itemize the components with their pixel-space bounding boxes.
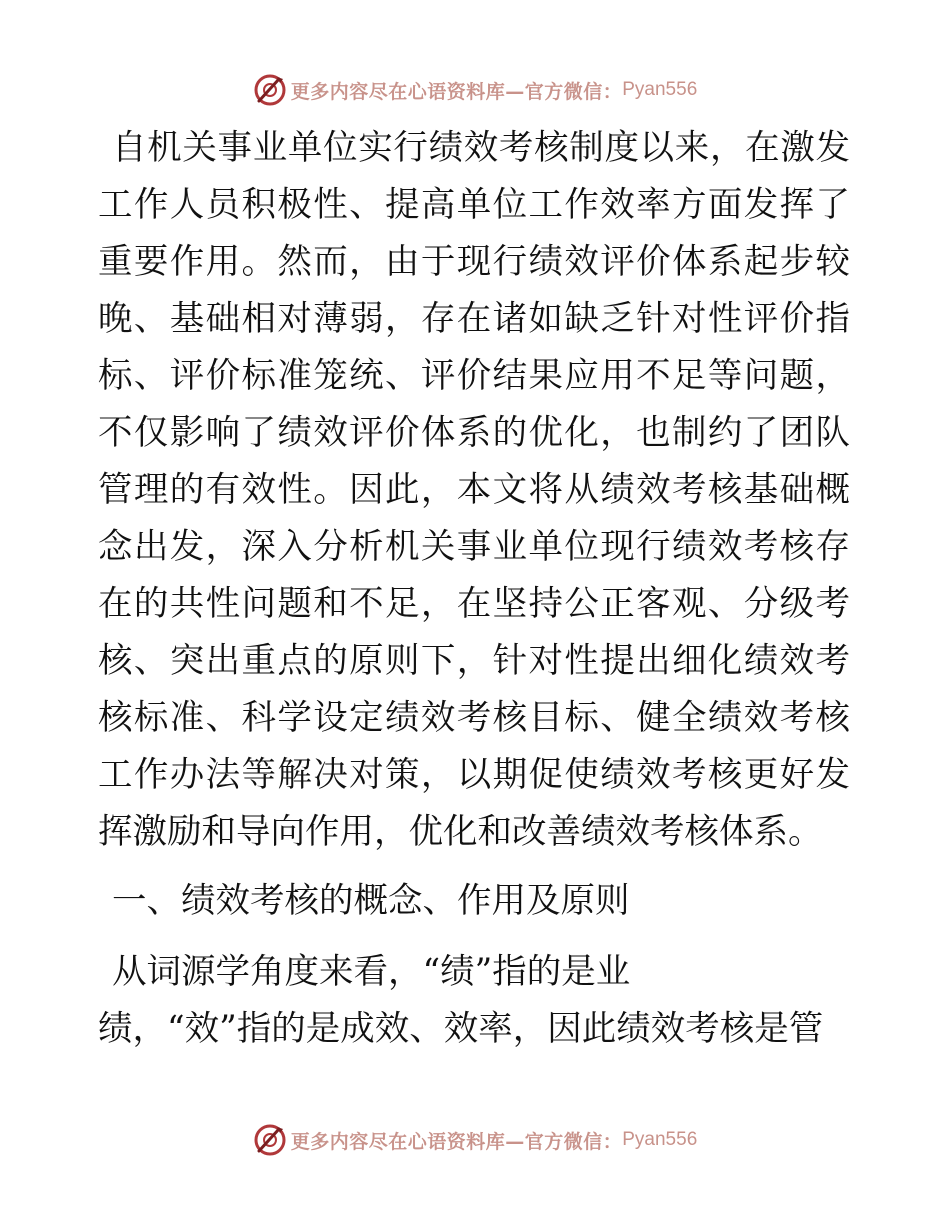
section-heading-1: 一、绩效考核的概念、作用及原则 — [112, 881, 630, 921]
body-paragraph-etymology-line-2: 绩，“效”指的是成效、效率，因此绩效考核是管 — [98, 1009, 824, 1049]
header-banner — [0, 72, 950, 108]
footer-banner-wechat-id: Pyan556 — [622, 1129, 698, 1150]
document-body — [98, 120, 850, 1058]
brand-logo-icon — [253, 1123, 287, 1157]
brand-logo-icon — [253, 73, 287, 107]
body-paragraph-intro: 自机关事业单位实行绩效考核制度以来，在激发工作人员积极性、提高单位工作效率方面发挥了重要作用。然而，由于现行绩效评价体系起步较晚、基础相对薄弱，存在诸如缺乏针对性评价指标、评价标准笼统、评价结果应用不足等问题，不仅影响了绩效评价体系的优化，也制约了团队管理的有效性。因此，本文将从绩效考核基础概念出发，深入分析机关事业单位现行绩效考核存在的共性问题和不足，在坚持公正客观、分级考核、突出重点的原则下，针对性提出细化绩效考核标准、科学设定绩效考核目标、健全绩效考核工作办法等解决对策，以期促使绩效考核更好发挥激励和导向作用，优化和改善绩效考核体系。 — [98, 128, 850, 852]
footer-banner — [0, 1122, 950, 1158]
header-banner-text: 更多内容尽在心语资料库—官方微信： — [290, 80, 623, 103]
body-paragraph-etymology-line-1: 从词源学角度来看，“绩”指的是业 — [112, 952, 631, 992]
footer-banner-text: 更多内容尽在心语资料库—官方微信： — [290, 1130, 623, 1153]
header-banner-wechat-id: Pyan556 — [622, 79, 698, 100]
